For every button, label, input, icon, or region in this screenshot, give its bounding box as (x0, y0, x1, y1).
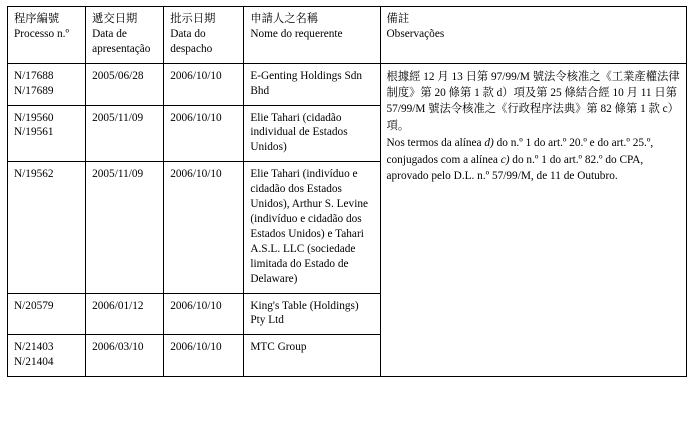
column-header-observacoes: 備註 Observações (380, 7, 686, 64)
obs-pt-italic-c: c) (500, 153, 510, 166)
table-body (8, 63, 687, 376)
observacoes-chinese-text: 根據經 12 月 13 日第 97/99/M 號法令核准之《工業產權法律制度》第 20 條第 1 款 d）項及第 25 條結合經 10 月 11 日第 57/99/M 號法令核准之《行政程序法典》第 82 條第 1 款 c）項。 (386, 70, 680, 132)
cell-data-despacho: 2006/10/10 (164, 335, 244, 377)
cell-requerente: King's Table (Holdings) Pty Ltd (244, 293, 380, 335)
cell-data-despacho: 2006/10/10 (164, 105, 244, 162)
cell-requerente: MTC Group (244, 335, 380, 377)
column-header-data-apresentacao: 遞交日期 Data de apresentação (86, 7, 164, 64)
cell-processo: N/19560 N/19561 (8, 105, 86, 162)
cell-data-apresentacao: 2006/01/12 (86, 293, 164, 335)
obs-pt-italic-d: d) (484, 137, 494, 150)
column-header-data-despacho: 批示日期 Data do despacho (164, 7, 244, 64)
document-page (0, 6, 696, 423)
cell-data-apresentacao: 2005/11/09 (86, 162, 164, 293)
column-header-requerente: 申請人之名稱 Nome do requerente (244, 7, 380, 64)
cell-data-despacho: 2006/10/10 (164, 162, 244, 293)
table-header-row (8, 7, 687, 64)
cell-data-apresentacao: 2005/11/09 (86, 105, 164, 162)
cell-requerente: E-Genting Holdings Sdn Bhd (244, 63, 380, 105)
cell-data-apresentacao: 2006/03/10 (86, 335, 164, 377)
cell-processo: N/17688 N/17689 (8, 63, 86, 105)
cell-processo: N/19562 (8, 162, 86, 293)
cell-requerente: Elie Tahari (indivíduo e cidadão dos Estados Unidos), Arthur S. Levine (indivíduo e cidadão dos Estados Unidos) e Tahari A.S.L. LLC (sociedade limitada do Estado de Delaware) (244, 162, 380, 293)
table-header (8, 7, 687, 64)
obs-pt-seg-2: do n.º 1 do art.º 20.º e do art.º 25.º, conjugados com a alínea (386, 137, 654, 166)
cell-data-despacho: 2006/10/10 (164, 63, 244, 105)
cell-data-despacho: 2006/10/10 (164, 293, 244, 335)
patent-applications-table (7, 6, 687, 377)
cell-observacoes (380, 63, 686, 376)
cell-processo: N/20579 (8, 293, 86, 335)
cell-data-apresentacao: 2005/06/28 (86, 63, 164, 105)
obs-pt-seg-1: Nos termos da alínea (386, 137, 485, 150)
observacoes-portuguese-text (387, 135, 680, 184)
cell-processo: N/21403 N/21404 (8, 335, 86, 377)
obs-pt-seg-3: do n.º 1 do art.º 82.º do CPA, aprovado pelo D.L. n.º 57/99/M, de 11 de Outubro. (386, 153, 644, 182)
column-header-processo: 程序編號 Processo n.º (8, 7, 86, 64)
table-row (8, 63, 687, 105)
cell-requerente: Elie Tahari (cidadão individual de Estados Unidos) (244, 105, 380, 162)
